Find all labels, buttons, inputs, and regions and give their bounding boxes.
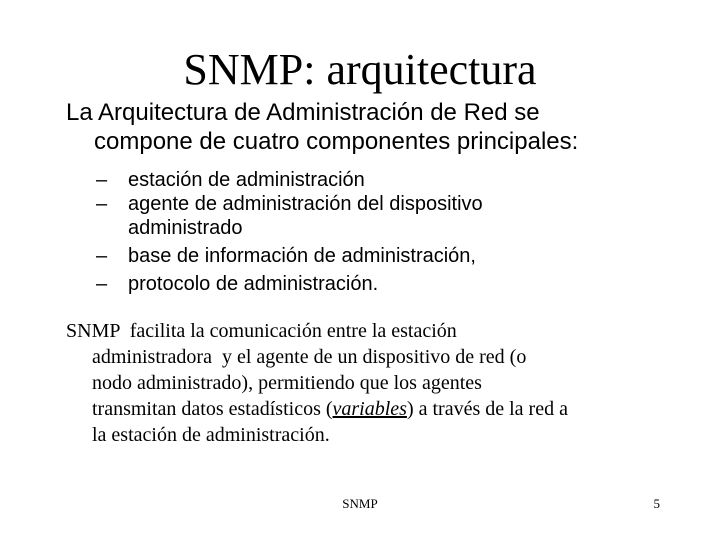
page-number: 5 xyxy=(653,496,660,511)
paragraph-line-4-start: transmitan datos estadísticos ( xyxy=(92,398,333,420)
list-item-text: protocolo de administración. xyxy=(128,273,379,295)
intro-line-1: La Arquitectura de Administración de Red se xyxy=(66,99,540,126)
component-list xyxy=(96,168,698,296)
list-item xyxy=(96,168,698,192)
dash-marker: – xyxy=(96,273,108,295)
list-item xyxy=(96,272,698,296)
paragraph-line-3: nodo administrado), permitiendo que los agentes xyxy=(92,372,482,394)
paragraph-line-4-end: ) a través de la red a xyxy=(406,398,568,420)
paragraph-line-4 xyxy=(66,396,706,422)
paragraph-line-2: administradora y el agente de un dispositivo de red (o xyxy=(92,346,527,368)
snmp-description xyxy=(66,318,706,448)
dash-marker: – xyxy=(96,193,108,215)
intro-text xyxy=(66,98,706,156)
dash-marker: – xyxy=(96,169,108,191)
list-item-text: estación de administración xyxy=(128,169,365,191)
list-item xyxy=(96,244,698,268)
dash-marker: – xyxy=(96,245,108,267)
list-item-text-continued: administrado xyxy=(128,217,243,239)
paragraph-line-5: la estación de administración. xyxy=(92,424,330,446)
variables-emphasis: variables xyxy=(332,398,407,420)
footer-label: SNMP xyxy=(342,496,378,511)
paragraph-line-1: SNMP facilita la comunicación entre la estación xyxy=(66,320,457,342)
intro-line-2: compone de cuatro componentes principales: xyxy=(94,128,579,155)
slide-title: SNMP: arquitectura xyxy=(183,45,537,94)
list-item-text: agente de administración del dispositivo xyxy=(128,193,483,215)
list-item-text: base de información de administración, xyxy=(128,245,476,267)
list-item xyxy=(96,192,698,240)
